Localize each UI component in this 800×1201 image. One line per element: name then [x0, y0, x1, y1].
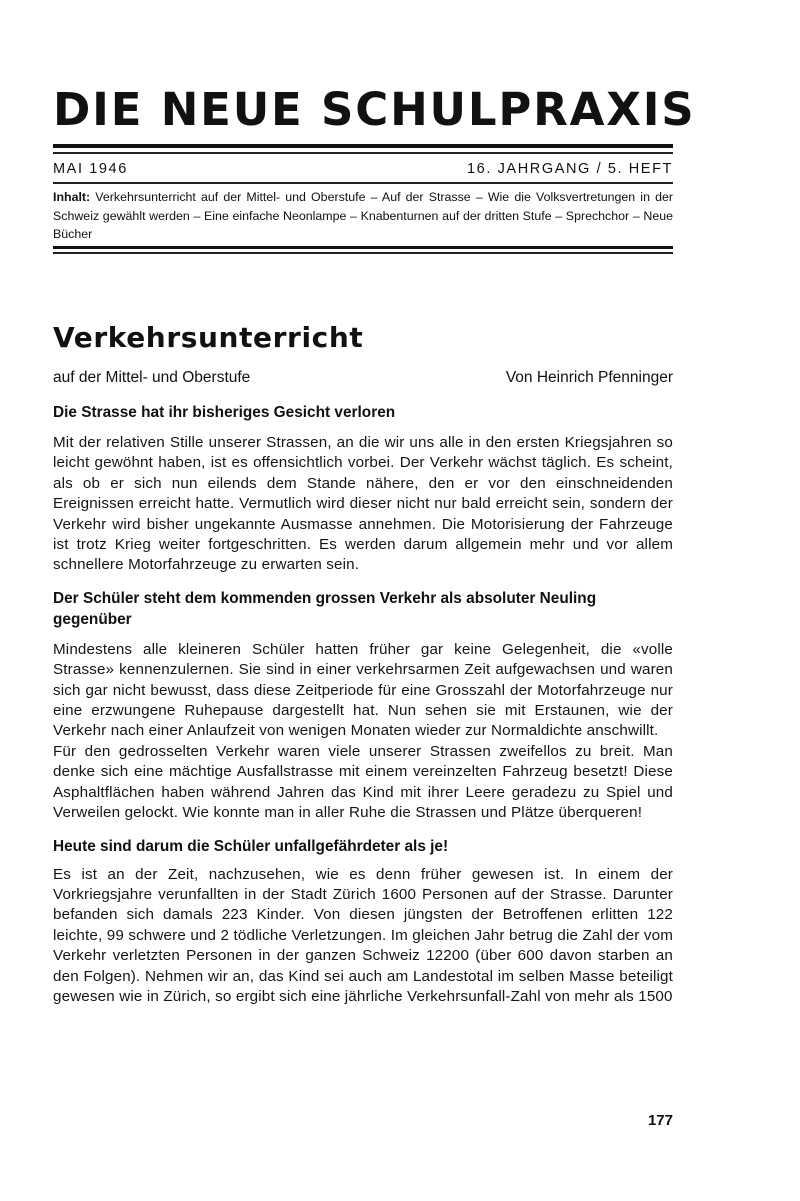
issue-volume: 16. JAHRGANG / 5. HEFT — [466, 161, 673, 177]
article-subtitle: auf der Mittel- und Oberstufe — [53, 369, 251, 386]
section-paragraph: Für den gedrosselten Verkehr waren viele unserer Strassen zweifellos zu breit. Man denke sich eine mächtige Ausfallstrasse mit einem vereinzelten Fahrzeug besetzt! Diese Asphaltflächen haben während Jahren das Kind mit ihrer Leere geradezu zu Spiel und Verweilen gelockt. Wie konnte man in aller Ruhe die Strassen und Plätze überqueren! — [53, 742, 673, 822]
section-paragraph: Mindestens alle kleineren Schüler hatten früher gar keine Gelegenheit, die «volle Strasse» kennenzulernen. Sie sind in einer verkehrsarmen Zeit aufgewachsen und waren sich gar nicht bewusst, dass diese Zeitperiode für eine Grosszahl der Motorfahrzeuge nur eine erzwungene Ruhepause dargestellt hat. Nun sehen sie mit Erstaunen, wie der Verkehr nach einer Anlaufzeit von wenigen Monaten wieder zur Normaldichte anschwillt. — [53, 640, 673, 740]
masthead-rule-bottom — [53, 152, 673, 154]
contents-text: Verkehrsunterricht auf der Mittel- und Oberstufe – Auf der Strasse – Wie die Volksvertretungen in der Schweiz gewählt werden – Eine einfache Neonlampe – Knabenturnen auf der dritten Stufe – Sprechchor – Neue Bücher — [53, 190, 673, 241]
section-heading: Die Strasse hat ihr bisheriges Gesicht verloren — [53, 404, 396, 421]
section-paragraph: Es ist an der Zeit, nachzusehen, wie es denn früher gewesen ist. In einem der Vorkriegsjahre verunfallten in der Stadt Zürich 1600 Personen auf der Strasse. Darunter befanden sich damals 223 Kinder. Von diesen jüngsten der Betroffenen erlitten 122 leichte, 99 schwere und 2 tödliche Verletzungen. Im gleichen Jahr betrug die Zahl der vom Verkehr verletzten Personen in der ganzen Schweiz 12200 (über 600 davon starben an den Folgen). Nehmen wir an, das Kind sei auch am Landestotal im selben Masse beteiligt gewesen wie in Zürich, so ergibt sich eine jährliche Verkehrsunfall-Zahl von mehr als 1500 — [53, 865, 673, 1005]
article-body — [53, 402, 673, 1007]
article-title: Verkehrsunterricht — [53, 321, 364, 354]
issue-rule — [53, 182, 673, 184]
section-heading: Der Schüler steht dem kommenden grossen Verkehr als absoluter Neuling gegenüber — [53, 589, 597, 628]
contents-rule-top — [53, 246, 673, 249]
issue-line — [53, 160, 673, 178]
section-paragraph: Mit der relativen Stille unserer Strassen, an die wir uns alle in den ersten Kriegsjahren so leicht gewöhnt haben, ist es offensichtlich vorbei. Der Verkehr wächst täglich. Es scheint, als ob er sich nun eilends dem Stande nähere, den er vor den einschneidenden Ereignissen erreicht hatte. Vermutlich wird dieser nicht nur bald erreicht sein, sondern der Verkehr wird bisher ungekannte Ausmasse annehmen. Die Motorisierung der Fahrzeuge ist trotz Krieg weiter fortgeschritten. Es werden darum allgemein mehr und vor allem schnellere Motorfahrzeuge zu erwarten sein. — [53, 434, 673, 574]
page-number: 177 — [647, 1112, 673, 1129]
masthead-rule-top — [53, 144, 673, 148]
article-author: Von Heinrich Pfenninger — [505, 369, 673, 386]
section-heading: Heute sind darum die Schüler unfallgefährdeter als je! — [53, 837, 449, 855]
masthead-title: DIE NEUE SCHULPRAXIS — [53, 83, 696, 136]
article-byline — [53, 367, 673, 389]
contents-label: Inhalt: — [53, 190, 91, 204]
contents-rule-bottom — [53, 252, 673, 254]
issue-date: MAI 1946 — [53, 161, 128, 177]
table-of-contents — [53, 188, 673, 244]
